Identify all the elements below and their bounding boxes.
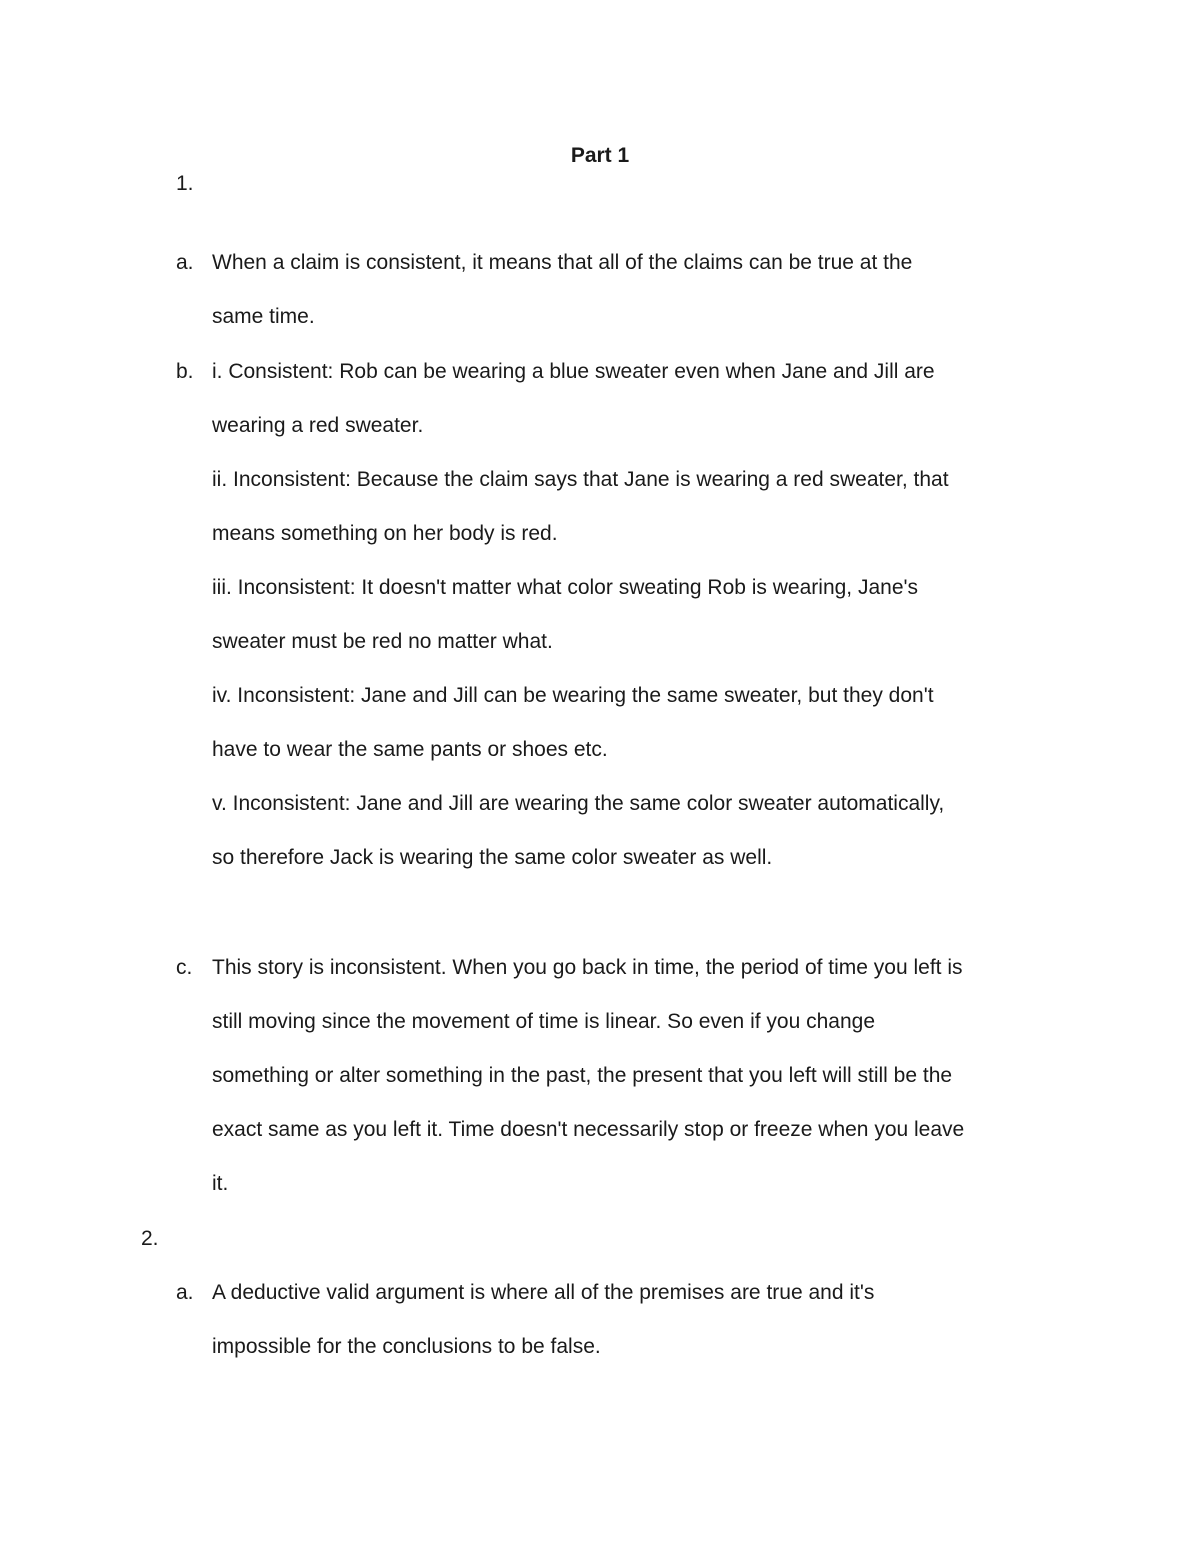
answer-text (212, 941, 1072, 1211)
text-line: When a claim is consistent, it means that all of the claims can be true at the (212, 251, 913, 274)
text-line: sweater must be red no matter what. (212, 630, 553, 653)
text-line: means something on her body is red. (212, 522, 558, 545)
list-marker: c. (176, 956, 193, 979)
text-line: still moving since the movement of time is linear. So even if you change (212, 1010, 875, 1033)
question-1-number: 1. (176, 172, 194, 195)
answer-text (212, 345, 1072, 885)
page-title: Part 1 (570, 144, 630, 167)
text-line: iii. Inconsistent: It doesn't matter what color sweating Rob is wearing, Jane's (212, 576, 919, 599)
list-marker: a. (176, 1281, 194, 1304)
list-marker: b. (176, 360, 194, 383)
text-line: A deductive valid argument is where all of the premises are true and it's (212, 1281, 875, 1304)
text-line: This story is inconsistent. When you go back in time, the period of time you left is (212, 956, 963, 979)
text-line: exact same as you left it. Time doesn't necessarily stop or freeze when you leave (212, 1118, 965, 1141)
text-line: so therefore Jack is wearing the same color sweater as well. (212, 846, 773, 869)
text-line: i. Consistent: Rob can be wearing a blue sweater even when Jane and Jill are (212, 360, 935, 383)
list-marker: a. (176, 251, 194, 274)
text-line: ii. Inconsistent: Because the claim says that Jane is wearing a red sweater, that (212, 468, 949, 491)
text-line: impossible for the conclusions to be false. (212, 1335, 601, 1358)
question-2-number: 2. (141, 1227, 159, 1250)
text-line: iv. Inconsistent: Jane and Jill can be wearing the same sweater, but they don't (212, 684, 934, 707)
text-line: it. (212, 1172, 229, 1195)
text-line: something or alter something in the past, the present that you left will still be the (212, 1064, 953, 1087)
answer-text (212, 1266, 1072, 1374)
text-line: v. Inconsistent: Jane and Jill are wearing the same color sweater automatically, (212, 792, 945, 815)
text-line: have to wear the same pants or shoes etc. (212, 738, 608, 761)
text-line: wearing a red sweater. (212, 414, 424, 437)
text-line: same time. (212, 305, 315, 328)
answer-text (212, 236, 1072, 344)
